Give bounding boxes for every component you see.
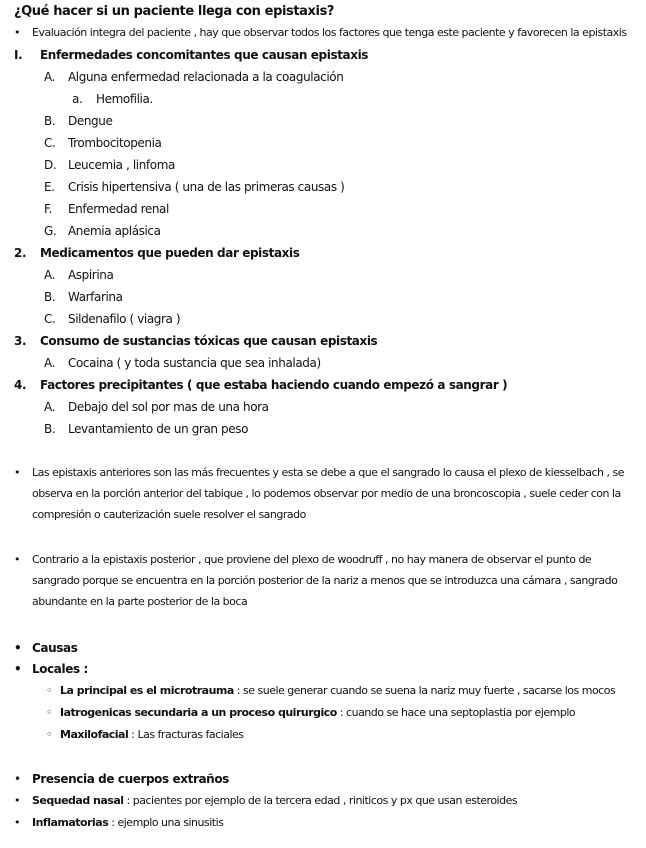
paragraph-line: sangrado porque se encuentra en la porción posterior de la nariz a menos que se introduzca una cámara , sangrado [32,574,618,587]
list-item [44,289,123,305]
paragraph-anterior [14,465,624,481]
item-letter: A. [44,400,56,414]
list-item [44,135,162,151]
list-item [44,399,269,415]
section-number: I. [14,48,23,62]
cause-item-rest: : pacientes por ejemplo de la tercera edad , riniticos y px que usan esteroides [123,794,518,807]
item-text: Hemofilia. [96,92,153,106]
item-text: Aspirina [68,268,114,282]
item-text: Trombocitopenia [68,136,162,150]
list-item [44,267,113,283]
locales-item-bold: La principal es el microtrauma [60,684,234,697]
item-letter: C. [44,312,56,326]
list-item [44,201,169,217]
item-letter: B. [44,114,56,128]
cause-item [14,793,517,809]
locales-item-rest: : cuando se hace una septoplastia por ejemplo [336,706,576,719]
intro-bullet [14,25,627,41]
list-item [44,157,175,173]
list-item [44,355,321,371]
item-text: Leucemia , linfoma [68,158,175,172]
section-number: 2. [14,246,27,260]
list-item [44,421,248,437]
list-item [44,69,343,85]
list-subitem [72,91,153,107]
item-letter: G. [44,224,57,238]
cause-item-bold: Inflamatorias [32,816,109,829]
locales-item-bold: Maxilofacial [60,728,129,741]
bullet-glyph: • [14,553,20,566]
cause-item [14,815,223,831]
item-letter: B. [44,422,56,436]
paragraph-line: Las epistaxis anteriores son las más frecuentes y esta se debe a que el sangrado lo causa el plexo de kiesselbach , se [32,466,625,479]
item-text: Warfarina [68,290,123,304]
paragraph-line: abundante en la parte posterior de la boca [32,595,248,608]
list-item [44,113,112,129]
item-text: Sildenafilo ( viagra ) [68,312,181,326]
list-item [44,311,180,327]
item-text: Debajo del sol por mas de una hora [68,400,269,414]
paragraph-line: Contrario a la epistaxis posterior , que proviene del plexo de woodruff , no hay manera de observar el punto de [32,553,592,566]
hollow-bullet-glyph: ◦ [46,684,52,697]
locales-heading [14,661,88,677]
cause-item [14,771,229,787]
item-letter: A. [44,70,56,84]
paragraph-posterior [14,552,591,568]
bullet-glyph: • [14,641,22,655]
item-text: Alguna enfermedad relacionada a la coagulación [68,70,344,84]
item-text: Anemia aplásica [68,224,161,238]
causas-label: Causas [32,641,78,655]
section-heading-2 [14,245,299,261]
hollow-bullet-glyph: ◦ [46,706,52,719]
locales-item [46,683,615,699]
cause-item-rest: : ejemplo una sinusitis [108,816,224,829]
cause-item-bold: Sequedad nasal [32,794,124,807]
item-letter: F. [44,202,52,216]
causas-heading [14,640,77,656]
paragraph-line: observa en la porción anterior del tabique , lo podemos observar por medio de una broncoscopia , suele ceder con la [32,487,621,500]
locales-item-bold: Iatrogenicas secundaria a un proceso quirurgico [60,706,337,719]
hollow-bullet-glyph: ◦ [46,728,52,741]
section-title: Consumo de sustancias tóxicas que causan epistaxis [40,334,378,348]
item-letter: B. [44,290,56,304]
cause-item-bold: Presencia de cuerpos extraños [32,772,229,786]
intro-text: Evaluación integra del paciente , hay que observar todos los factores que tenga este paciente y favorecen la epistaxis [32,26,627,39]
item-text: Dengue [68,114,113,128]
locales-item [46,727,244,743]
bullet-glyph: • [14,816,20,829]
section-title: Medicamentos que pueden dar epistaxis [40,246,300,260]
item-text: Cocaina ( y toda sustancia que sea inhalada) [68,356,321,370]
locales-item-rest: : Las fracturas faciales [128,728,244,741]
paragraph-line: compresión o cauterización suele resolver el sangrado [32,508,306,521]
list-item [44,223,161,239]
item-text: Enfermedad renal [68,202,169,216]
locales-label: Locales : [32,662,88,676]
section-title: Enfermedades concomitantes que causan epistaxis [40,48,369,62]
section-number: 3. [14,334,27,348]
locales-item-rest: : se suele generar cuando se suena la nariz muy fuerte , sacarse los mocos [233,684,616,697]
item-letter: a. [72,92,83,106]
item-text: Crisis hipertensiva ( una de las primeras causas ) [68,180,345,194]
section-heading-1 [14,47,368,63]
list-item [44,179,344,195]
section-heading-4 [14,377,507,393]
bullet-glyph: • [14,662,22,676]
item-letter: D. [44,158,57,172]
page-title: ¿Qué hacer si un paciente llega con epistaxis? [14,4,335,19]
item-letter: C. [44,136,56,150]
item-text: Levantamiento de un gran peso [68,422,249,436]
item-letter: A. [44,356,56,370]
bullet-glyph: • [14,772,21,786]
section-title: Factores precipitantes ( que estaba haciendo cuando empezó a sangrar ) [40,378,508,392]
section-number: 4. [14,378,27,392]
bullet-glyph: • [14,26,20,39]
locales-item [46,705,575,721]
bullet-glyph: • [14,466,20,479]
item-letter: E. [44,180,55,194]
item-letter: A. [44,268,56,282]
bullet-glyph: • [14,794,20,807]
section-heading-3 [14,333,377,349]
